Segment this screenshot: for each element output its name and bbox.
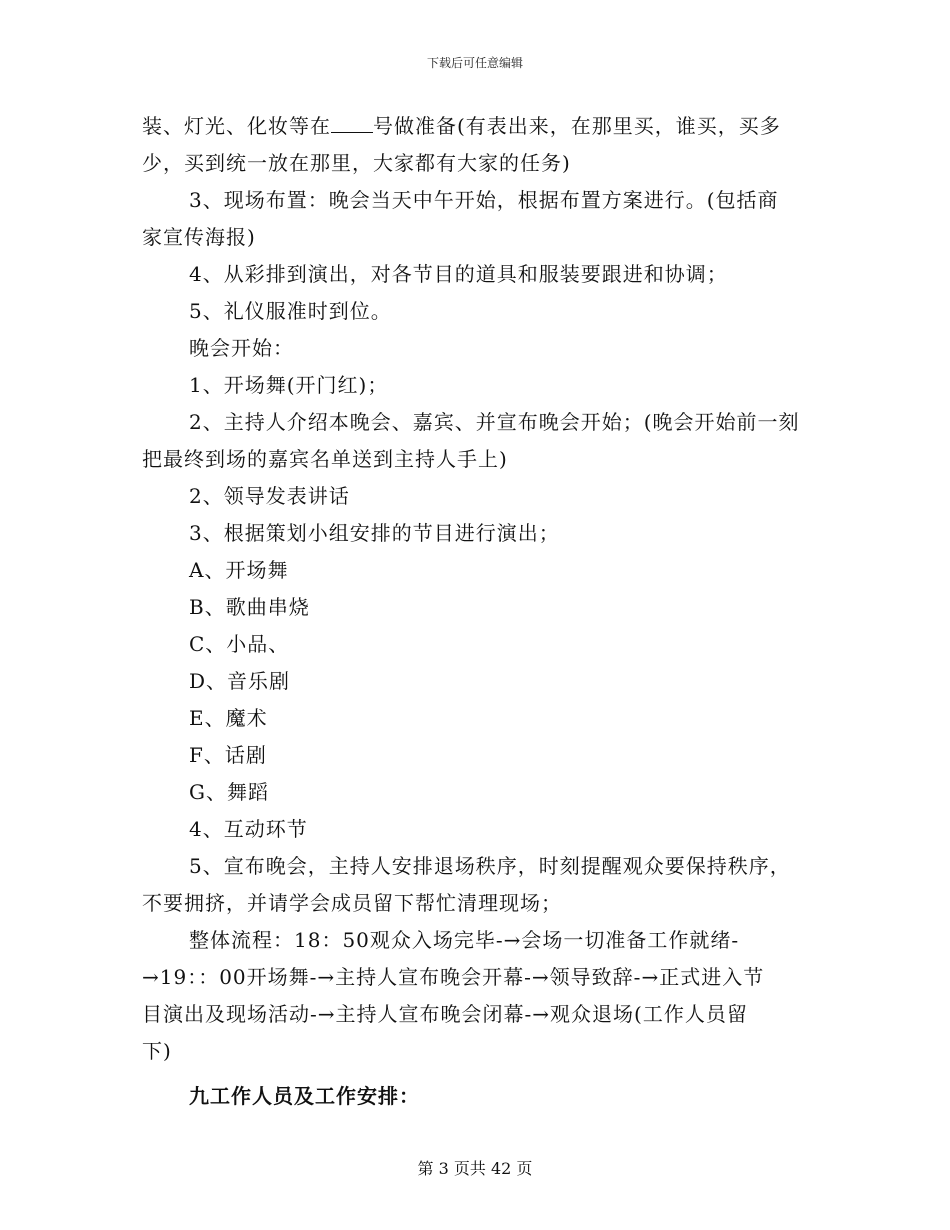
section-title: 九工作人员及工作安排：: [189, 1084, 420, 1108]
text-line: 家宣传海报): [142, 225, 256, 249]
program-item-d: D、音乐剧: [189, 669, 291, 693]
flow-line: →19：：00开场舞-→主持人宣布晚会开幕-→领导致辞-→正式进入节: [142, 965, 765, 989]
list-item-1: 1、开场舞(开门红)；: [189, 373, 389, 397]
list-item-4: 4、从彩排到演出，对各节目的道具和服装要跟进和协调；: [189, 262, 728, 286]
list-item-3: 3、根据策划小组安排的节目进行演出；: [189, 521, 560, 545]
fill-in-blank: [331, 116, 373, 133]
flow-line: 整体流程：18：50观众入场完毕-→会场一切准备工作就绪-: [189, 928, 740, 952]
list-item-5: 5、礼仪服准时到位。: [189, 299, 392, 323]
text-line-part: 号做准备(有表出来，在那里买，谁买，买多: [373, 114, 781, 138]
list-item-2: 2、主持人介绍本晚会、嘉宾、并宣布晚会开始；(晚会开始前一刻: [189, 410, 800, 434]
program-item-g: G、舞蹈: [189, 780, 269, 804]
list-item-4: 4、互动环节: [189, 817, 308, 841]
text-line: 不要拥挤，并请学会成员留下帮忙清理现场；: [142, 891, 562, 915]
text-line: 把最终到场的嘉宾名单送到主持人手上): [142, 447, 508, 471]
text-line: [142, 108, 808, 145]
text-line: 少，买到统一放在那里，大家都有大家的任务): [142, 151, 571, 175]
document-body: [142, 108, 808, 1115]
list-item-2: 2、领导发表讲话: [189, 484, 350, 508]
subheading: 晚会开始：: [189, 336, 294, 360]
program-item-a: A、开场舞: [189, 558, 289, 582]
program-item-f: F、话剧: [189, 743, 267, 767]
program-item-e: E、魔术: [189, 706, 268, 730]
page-number: 第 3 页共 42 页: [417, 1159, 533, 1178]
list-item-3: 3、现场布置：晚会当天中午开始，根据布置方案进行。(包括商: [189, 188, 779, 212]
page-header-note: 下载后可任意编辑: [426, 56, 523, 70]
flow-line: 目演出及现场活动-→主持人宣布晚会闭幕-→观众退场(工作人员留: [142, 1002, 748, 1026]
list-item-5: 5、宣布晚会，主持人安排退场秩序，时刻提醒观众要保持秩序，: [189, 854, 791, 878]
program-item-c: C、小品、: [189, 632, 290, 656]
flow-line: 下): [142, 1039, 172, 1063]
text-line-part: 装、灯光、化妆等在: [142, 114, 331, 138]
program-item-b: B、歌曲串烧: [189, 595, 310, 619]
